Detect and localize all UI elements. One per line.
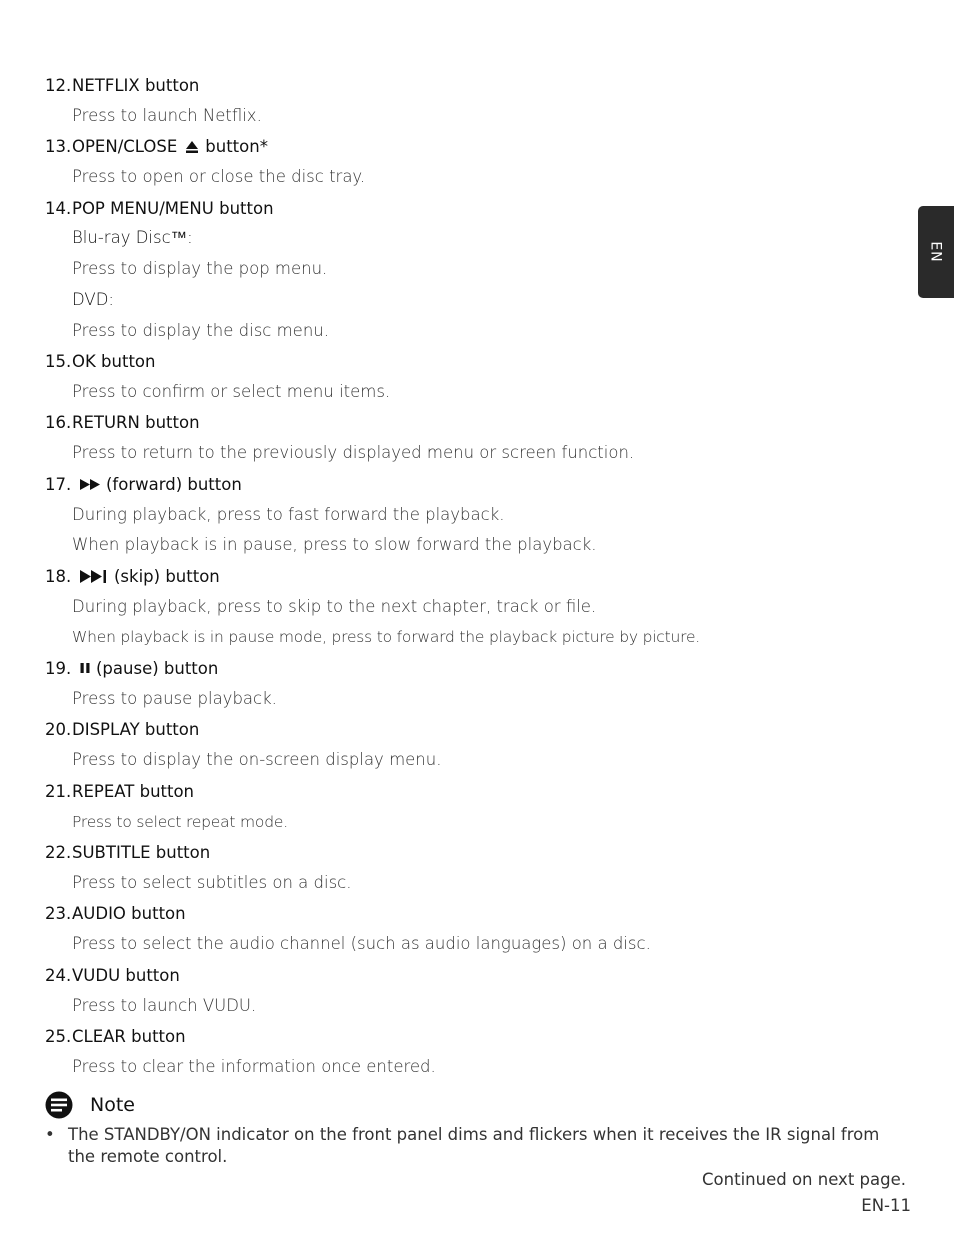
button-description-list — [45, 70, 905, 1083]
item-number: 16. — [45, 413, 72, 433]
item-heading — [45, 776, 905, 807]
item-label: OK button — [72, 352, 156, 372]
item-number: 22. — [45, 843, 72, 863]
list-item — [45, 1021, 905, 1082]
item-number: 17. — [45, 474, 72, 494]
item-heading — [45, 70, 905, 101]
item-number: 18. — [45, 566, 72, 586]
item-label-prefix: OPEN/CLOSE — [72, 137, 178, 157]
item-number: 12. — [45, 75, 72, 95]
list-item — [45, 899, 905, 960]
list-item — [45, 70, 905, 131]
item-number: 19. — [45, 658, 72, 678]
item-label: RETURN button — [72, 413, 200, 433]
item-description: Press to select subtitles on a disc. — [72, 872, 352, 892]
list-item — [45, 193, 905, 346]
item-label: CLEAR button — [72, 1027, 186, 1047]
item-number: 21. — [45, 781, 72, 801]
fast-forward-icon — [80, 479, 100, 490]
list-item — [45, 131, 905, 192]
skip-next-icon — [80, 570, 108, 583]
item-description: Press to open or close the disc tray. — [72, 167, 366, 187]
item-heading — [45, 899, 905, 930]
item-label: (forward) button — [106, 474, 242, 494]
item-heading — [45, 653, 905, 684]
item-description: When playback is in pause mode, press to forward the playback picture by picture. — [72, 628, 701, 647]
item-label: (pause) button — [96, 658, 219, 678]
language-tab — [918, 206, 954, 298]
page-number: EN-11 — [861, 1196, 911, 1215]
list-item — [45, 408, 905, 469]
list-item — [45, 469, 905, 561]
list-item — [45, 653, 905, 714]
bullet-symbol: • — [45, 1125, 55, 1144]
item-description: Press to launch Netflix. — [72, 105, 262, 125]
item-subheading: DVD: — [72, 289, 114, 309]
item-number: 23. — [45, 904, 72, 924]
eject-icon — [185, 140, 199, 154]
item-label: REPEAT button — [72, 781, 195, 801]
note-icon — [45, 1091, 73, 1119]
item-label: POP MENU/MENU button — [72, 198, 274, 218]
item-description: During playback, press to skip to the next chapter, track or file. — [72, 596, 597, 616]
note-heading — [45, 1090, 915, 1120]
note-section — [45, 1090, 915, 1168]
list-item — [45, 837, 905, 898]
list-item — [45, 561, 905, 653]
item-label: DISPLAY button — [72, 720, 200, 740]
note-title: Note — [90, 1094, 135, 1116]
item-heading — [45, 131, 905, 162]
item-number: 24. — [45, 965, 72, 985]
item-number: 14. — [45, 198, 72, 218]
item-heading — [45, 408, 905, 439]
item-heading — [45, 561, 905, 592]
item-heading — [45, 469, 905, 500]
item-label: (skip) button — [114, 566, 220, 586]
item-heading — [45, 960, 905, 991]
item-subheading: Blu-ray Disc™: — [72, 228, 193, 248]
pause-icon — [80, 663, 90, 673]
note-bullet — [45, 1124, 908, 1168]
item-description: Press to select the audio channel (such as audio languages) on a disc. — [72, 934, 651, 954]
item-label: AUDIO button — [72, 904, 186, 924]
note-text: The STANDBY/ON indicator on the front panel dims and flickers when it receives the IR signal from the remote control. — [68, 1125, 880, 1166]
item-label: button* — [205, 137, 268, 157]
item-description: Press to display the on-screen display menu. — [72, 750, 442, 770]
item-description: Press to display the pop menu. — [72, 259, 328, 279]
item-number: 20. — [45, 720, 72, 740]
list-item — [45, 346, 905, 407]
language-tab-label: EN — [927, 241, 944, 263]
item-description: When playback is in pause, press to slow forward the playback. — [72, 535, 597, 555]
item-label: SUBTITLE button — [72, 843, 211, 863]
item-description: Press to display the disc menu. — [72, 320, 329, 340]
item-heading — [45, 837, 905, 868]
item-heading — [45, 1021, 905, 1052]
item-heading — [45, 193, 905, 224]
item-description: Press to confirm or select menu items. — [72, 381, 391, 401]
item-number: 25. — [45, 1027, 72, 1047]
item-number: 13. — [45, 137, 72, 157]
item-label: NETFLIX button — [72, 75, 200, 95]
continued-note: Continued on next page. — [702, 1170, 906, 1189]
item-description: Press to return to the previously displayed menu or screen function. — [72, 443, 635, 463]
item-description: Press to launch VUDU. — [72, 995, 257, 1015]
item-description: Press to select repeat mode. — [72, 812, 288, 831]
item-description: During playback, press to fast forward the playback. — [72, 504, 505, 524]
list-item — [45, 714, 905, 775]
list-item — [45, 776, 905, 837]
item-heading — [45, 714, 905, 745]
item-heading — [45, 346, 905, 377]
item-description: Press to clear the information once entered. — [72, 1057, 436, 1076]
item-number: 15. — [45, 352, 72, 372]
item-label: VUDU button — [72, 965, 180, 985]
list-item — [45, 960, 905, 1021]
item-description: Press to pause playback. — [72, 688, 277, 708]
